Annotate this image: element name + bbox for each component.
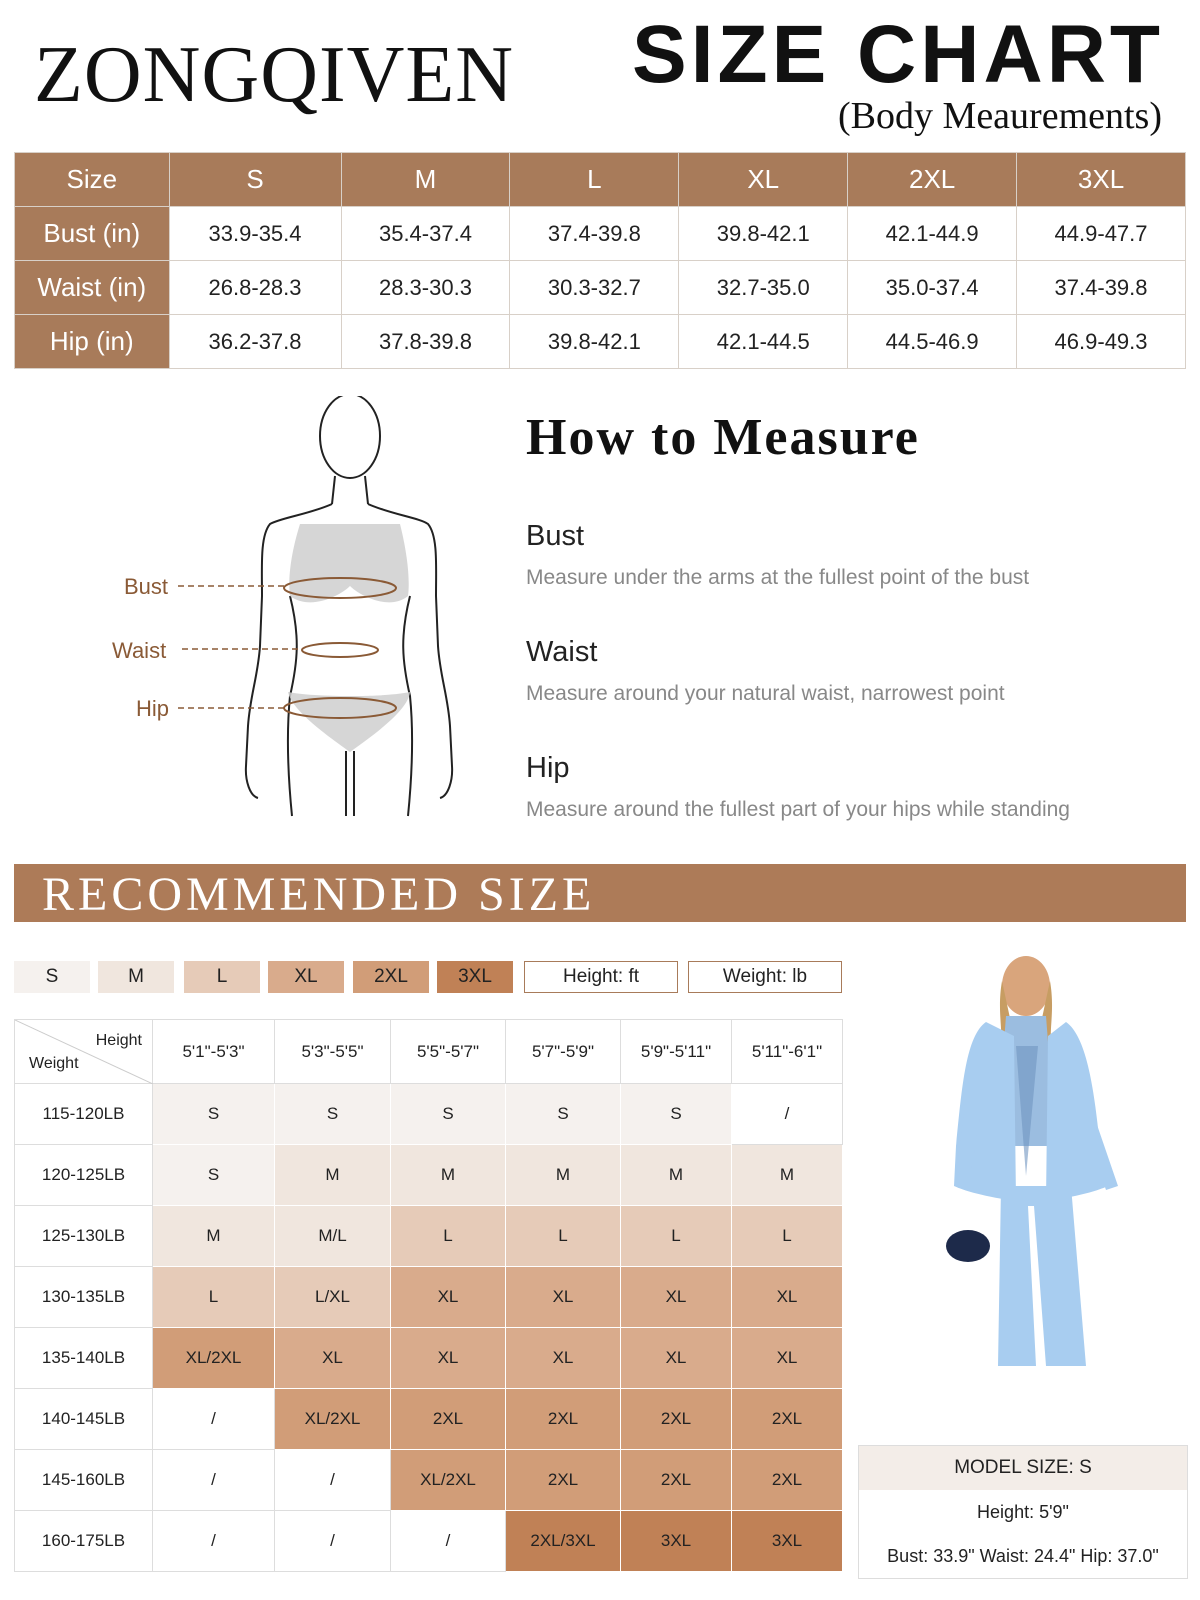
model-photo — [856, 946, 1186, 1426]
table-row — [15, 1328, 843, 1389]
size-cell: 2XL — [732, 1389, 843, 1450]
size-cell: XL — [506, 1267, 621, 1328]
page-title: SIZE CHART — [632, 9, 1164, 100]
size-cell: XL — [391, 1328, 506, 1389]
size-chart-row-waist — [15, 261, 1186, 315]
table-cell: 39.8-42.1 — [510, 315, 679, 369]
size-cell: M — [153, 1206, 275, 1267]
size-cell: M — [506, 1145, 621, 1206]
size-cell: XL/2XL — [391, 1450, 506, 1511]
figure-label-bust: Bust — [124, 574, 169, 599]
measure-desc-bust: Measure under the arms at the fullest point of the bust — [526, 566, 1030, 589]
legend-swatch-m: M — [98, 961, 174, 993]
table-cell: 46.9-49.3 — [1017, 315, 1186, 369]
size-header: M — [341, 153, 510, 207]
table-cell: 32.7-35.0 — [679, 261, 848, 315]
size-cell: / — [153, 1511, 275, 1572]
weight-label: 135-140LB — [15, 1328, 153, 1389]
legend-weight-unit: Weight: lb — [688, 961, 842, 993]
size-cell: S — [153, 1145, 275, 1206]
size-cell: L — [153, 1267, 275, 1328]
model-size-box — [858, 1445, 1188, 1579]
size-cell: M — [391, 1145, 506, 1206]
size-cell: / — [732, 1084, 843, 1145]
size-cell: 3XL — [621, 1511, 732, 1572]
weight-label: 115-120LB — [15, 1084, 153, 1145]
height-header: 5'5"-5'7" — [391, 1020, 506, 1084]
height-header: 5'11"-6'1" — [732, 1020, 843, 1084]
table-cell: 42.1-44.9 — [848, 207, 1017, 261]
table-corner — [15, 1020, 153, 1084]
weight-label: 130-135LB — [15, 1267, 153, 1328]
size-cell: 3XL — [732, 1511, 843, 1572]
size-header: 2XL — [848, 153, 1017, 207]
size-chart-row-hip — [15, 315, 1186, 369]
size-cell: XL — [391, 1267, 506, 1328]
size-cell: S — [275, 1084, 391, 1145]
table-cell: 35.0-37.4 — [848, 261, 1017, 315]
size-cell: / — [275, 1450, 391, 1511]
size-cell: XL/2XL — [153, 1328, 275, 1389]
table-row — [15, 1206, 843, 1267]
corner-height-label: Height — [95, 1032, 142, 1049]
brand-logo: ZONGQIVEN — [34, 31, 515, 119]
size-cell: 2XL — [621, 1450, 732, 1511]
page-subtitle: (Body Meaurements) — [838, 95, 1162, 137]
measure-heading-bust: Bust — [526, 520, 585, 552]
table-row — [15, 1389, 843, 1450]
weight-label: 140-145LB — [15, 1389, 153, 1450]
size-cell: / — [275, 1511, 391, 1572]
model-height: Height: 5'9" — [977, 1501, 1069, 1522]
size-header: Size — [15, 153, 170, 207]
size-cell: L — [732, 1206, 843, 1267]
size-cell: 2XL — [621, 1389, 732, 1450]
table-cell: 35.4-37.4 — [341, 207, 510, 261]
size-cell: S — [391, 1084, 506, 1145]
row-label: Hip (in) — [15, 315, 170, 369]
measure-heading-hip: Hip — [526, 752, 570, 784]
measure-desc-hip: Measure around the fullest part of your hips while standing — [526, 798, 1070, 821]
how-to-measure-title: How to Measure — [526, 409, 920, 466]
size-cell: / — [153, 1389, 275, 1450]
recommended-size-banner — [14, 864, 1186, 922]
table-cell: 26.8-28.3 — [169, 261, 341, 315]
size-chart-header-row — [15, 153, 1186, 207]
size-chart-row-bust — [15, 207, 1186, 261]
table-cell: 37.4-39.8 — [1017, 261, 1186, 315]
recommended-size-title: RECOMMENDED SIZE — [42, 868, 596, 921]
size-header: 3XL — [1017, 153, 1186, 207]
recommended-header-row — [15, 1020, 843, 1084]
legend-swatch-2xl: 2XL — [353, 961, 429, 993]
table-cell: 37.4-39.8 — [510, 207, 679, 261]
table-cell: 44.9-47.7 — [1017, 207, 1186, 261]
weight-label: 125-130LB — [15, 1206, 153, 1267]
row-label: Waist (in) — [15, 261, 170, 315]
size-cell: S — [621, 1084, 732, 1145]
corner-weight-label: Weight — [29, 1055, 79, 1072]
table-cell: 33.9-35.4 — [169, 207, 341, 261]
size-cell: 2XL — [506, 1389, 621, 1450]
table-cell: 42.1-44.5 — [679, 315, 848, 369]
table-row — [15, 1267, 843, 1328]
size-cell: M — [621, 1145, 732, 1206]
measure-heading-waist: Waist — [526, 636, 598, 668]
body-figure-illustration — [110, 396, 470, 846]
size-cell: XL — [506, 1328, 621, 1389]
size-header: XL — [679, 153, 848, 207]
size-cell: XL — [732, 1328, 843, 1389]
size-cell: L — [506, 1206, 621, 1267]
legend-swatch-s: S — [14, 961, 90, 993]
legend-height-unit: Height: ft — [524, 961, 678, 993]
size-cell: 2XL — [732, 1450, 843, 1511]
figure-label-hip: Hip — [136, 696, 170, 721]
model-measurements: Bust: 33.9" Waist: 24.4" Hip: 37.0" — [887, 1545, 1159, 1566]
size-cell: S — [506, 1084, 621, 1145]
legend-swatch-xl: XL — [268, 961, 344, 993]
size-cell: XL — [275, 1328, 391, 1389]
size-cell: L — [621, 1206, 732, 1267]
size-cell: S — [153, 1084, 275, 1145]
height-header: 5'7"-5'9" — [506, 1020, 621, 1084]
size-cell: XL — [621, 1267, 732, 1328]
size-cell: L/XL — [275, 1267, 391, 1328]
size-cell: 2XL/3XL — [506, 1511, 621, 1572]
table-cell: 37.8-39.8 — [341, 315, 510, 369]
height-header: 5'3"-5'5" — [275, 1020, 391, 1084]
height-header: 5'1"-5'3" — [153, 1020, 275, 1084]
table-row — [15, 1450, 843, 1511]
size-cell: M/L — [275, 1206, 391, 1267]
legend-swatch-l: L — [184, 961, 260, 993]
size-cell: XL — [732, 1267, 843, 1328]
table-cell: 30.3-32.7 — [510, 261, 679, 315]
size-cell: XL/2XL — [275, 1389, 391, 1450]
measure-desc-waist: Measure around your natural waist, narrowest point — [526, 682, 1005, 705]
table-row — [15, 1084, 843, 1145]
size-chart-table — [14, 152, 1186, 369]
table-row — [15, 1145, 843, 1206]
recommended-size-table — [14, 1019, 843, 1572]
size-header: S — [169, 153, 341, 207]
weight-label: 120-125LB — [15, 1145, 153, 1206]
size-cell: XL — [621, 1328, 732, 1389]
table-row — [15, 1511, 843, 1572]
weight-label: 145-160LB — [15, 1450, 153, 1511]
weight-label: 160-175LB — [15, 1511, 153, 1572]
table-cell: 39.8-42.1 — [679, 207, 848, 261]
table-cell: 28.3-30.3 — [341, 261, 510, 315]
size-cell: L — [391, 1206, 506, 1267]
model-size: MODEL SIZE: S — [859, 1446, 1187, 1490]
size-header: L — [510, 153, 679, 207]
size-cell: M — [275, 1145, 391, 1206]
legend-swatch-3xl: 3XL — [437, 961, 513, 993]
size-cell: / — [153, 1450, 275, 1511]
figure-label-waist: Waist — [112, 638, 167, 663]
table-cell: 36.2-37.8 — [169, 315, 341, 369]
corner-diagonal — [15, 1020, 153, 1084]
size-cell: 2XL — [391, 1389, 506, 1450]
row-label: Bust (in) — [15, 207, 170, 261]
height-header: 5'9"-5'11" — [621, 1020, 732, 1084]
size-cell: 2XL — [506, 1450, 621, 1511]
table-cell: 44.5-46.9 — [848, 315, 1017, 369]
size-cell: / — [391, 1511, 506, 1572]
size-cell: M — [732, 1145, 843, 1206]
